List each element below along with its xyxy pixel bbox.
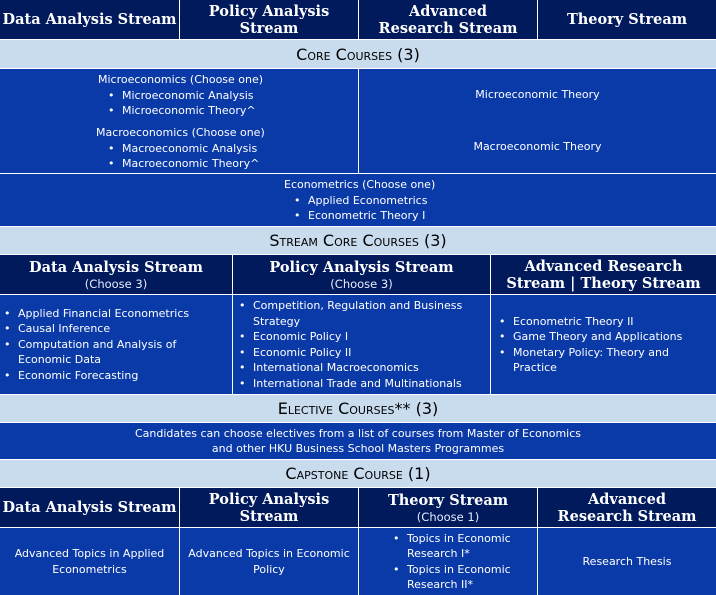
elective-description: Candidates can choose electives from a list of courses from Master of Economics and other HKU Business School Masters Programmes [0, 423, 716, 459]
macro-item: • Macroeconomic Theory^ [102, 156, 265, 172]
course-item: • Econometric Theory II [493, 314, 702, 330]
course-item: • International Macroeconomics [233, 360, 482, 376]
course-item: • Applied Financial Econometrics [0, 306, 226, 322]
capstone-header-advanced: Advanced Research Stream [538, 488, 716, 527]
stream-core-header-policy: Policy Analysis Stream (Choose 3) [233, 255, 490, 294]
capstone-header-policy: Policy Analysis Stream [180, 488, 358, 527]
course-item: • Computation and Analysis of Economic Data [0, 337, 226, 368]
core-courses-band: Core Courses (3) [0, 40, 716, 68]
course-item: • Competition, Regulation and Business Strategy [233, 298, 482, 329]
course-item: • Causal Inference [0, 321, 226, 337]
core-left-cell [0, 69, 358, 173]
capstone-col-policy: Advanced Topics in Economic Policy [180, 528, 358, 595]
micro-heading: Microeconomics (Choose one) [98, 73, 264, 86]
course-item: • International Trade and Multinationals [233, 376, 482, 392]
econometrics-item: • Applied Econometrics [288, 193, 435, 209]
top-header-policy-analysis: Policy Analysis Stream [180, 0, 358, 39]
econometrics-item: • Econometric Theory I [288, 208, 435, 224]
course-item: • Monetary Policy: Theory and Practice [493, 345, 702, 376]
stream-core-col-advanced-theory [491, 295, 716, 394]
capstone-col-data: Advanced Topics in Applied Econometrics [0, 528, 179, 595]
stream-core-col-data [0, 295, 232, 394]
core-right-macro: Macroeconomic Theory [359, 121, 716, 173]
course-item: • Game Theory and Applications [493, 329, 702, 345]
course-item: • Topics in Economic Research II* [387, 562, 517, 593]
stream-core-header-data: Data Analysis Stream (Choose 3) [0, 255, 232, 294]
core-right-micro: Microeconomic Theory [359, 69, 716, 121]
course-item: • Economic Forecasting [0, 368, 226, 384]
course-item: • Topics in Economic Research I* [387, 531, 517, 562]
micro-item: • Microeconomic Analysis [102, 88, 263, 104]
econometrics-heading: Econometrics (Choose one) [284, 178, 436, 191]
capstone-header-theory: Theory Stream (Choose 1) [359, 488, 537, 527]
capstone-col-theory [359, 528, 537, 595]
course-item: • Economic Policy I [233, 329, 482, 345]
top-header-data-analysis: Data Analysis Stream [0, 0, 179, 39]
top-header-advanced-research: Advanced Research Stream [359, 0, 537, 39]
stream-core-col-policy [233, 295, 490, 394]
capstone-band: Capstone Course (1) [0, 460, 716, 487]
top-header-theory: Theory Stream [538, 0, 716, 39]
econometrics-cell [0, 174, 716, 226]
stream-core-band: Stream Core Courses (3) [0, 227, 716, 254]
capstone-col-advanced: Research Thesis [538, 528, 716, 595]
macro-heading: Macroeconomics (Choose one) [96, 126, 265, 139]
micro-item: • Microeconomic Theory^ [102, 103, 263, 119]
stream-core-header-advanced-theory: Advanced Research Stream | Theory Stream [491, 255, 716, 294]
macro-item: • Macroeconomic Analysis [102, 141, 265, 157]
course-item: • Economic Policy II [233, 345, 482, 361]
capstone-header-data: Data Analysis Stream [0, 488, 179, 527]
elective-courses-band: Elective Courses** (3) [0, 395, 716, 422]
